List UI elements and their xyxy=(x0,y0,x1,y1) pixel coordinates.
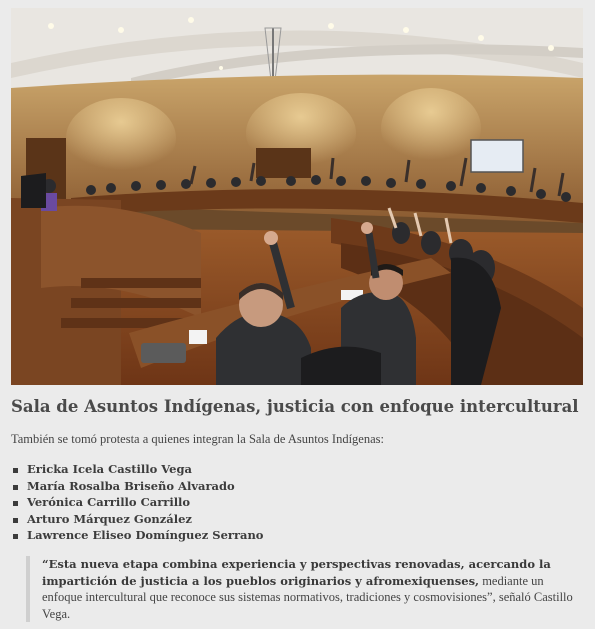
bullet-icon xyxy=(13,485,18,490)
list-item xyxy=(11,461,263,478)
list-item xyxy=(11,527,263,544)
section-heading: Sala de Asuntos Indígenas, justicia con enfoque intercultural xyxy=(11,397,579,416)
member-name: Arturo Márquez González xyxy=(27,511,192,526)
bullet-icon xyxy=(13,534,18,539)
session-hall-photo xyxy=(11,8,583,385)
photo-illustration xyxy=(11,8,583,385)
quote-regular: mediante un enfoque intercultural que reconoce sus sistemas normativos, tradiciones y cosmovisiones”, señaló Castillo Vega. xyxy=(42,573,573,621)
member-name: Ericka Icela Castillo Vega xyxy=(27,462,192,476)
list-item xyxy=(11,511,263,528)
bullet-icon xyxy=(13,518,18,523)
quote-block xyxy=(26,556,582,622)
bullet-icon xyxy=(13,501,18,506)
bullet-icon xyxy=(13,468,18,473)
member-name: María Rosalba Briseño Alvarado xyxy=(27,478,235,493)
intro-paragraph: También se tomó protesta a quienes integran la Sala de Asuntos Indígenas: xyxy=(11,432,384,446)
list-item xyxy=(11,478,263,495)
quote-bold: “Esta nueva etapa combina experiencia y perspectivas renovadas, acercando la impartición de justicia a los pueblos originarios y afromexiquenses, xyxy=(42,557,551,588)
member-name: Verónica Carrillo Carrillo xyxy=(27,495,191,509)
member-name: Lawrence Eliseo Domínguez Serrano xyxy=(27,528,264,542)
list-item xyxy=(11,494,263,511)
members-list xyxy=(11,461,263,544)
